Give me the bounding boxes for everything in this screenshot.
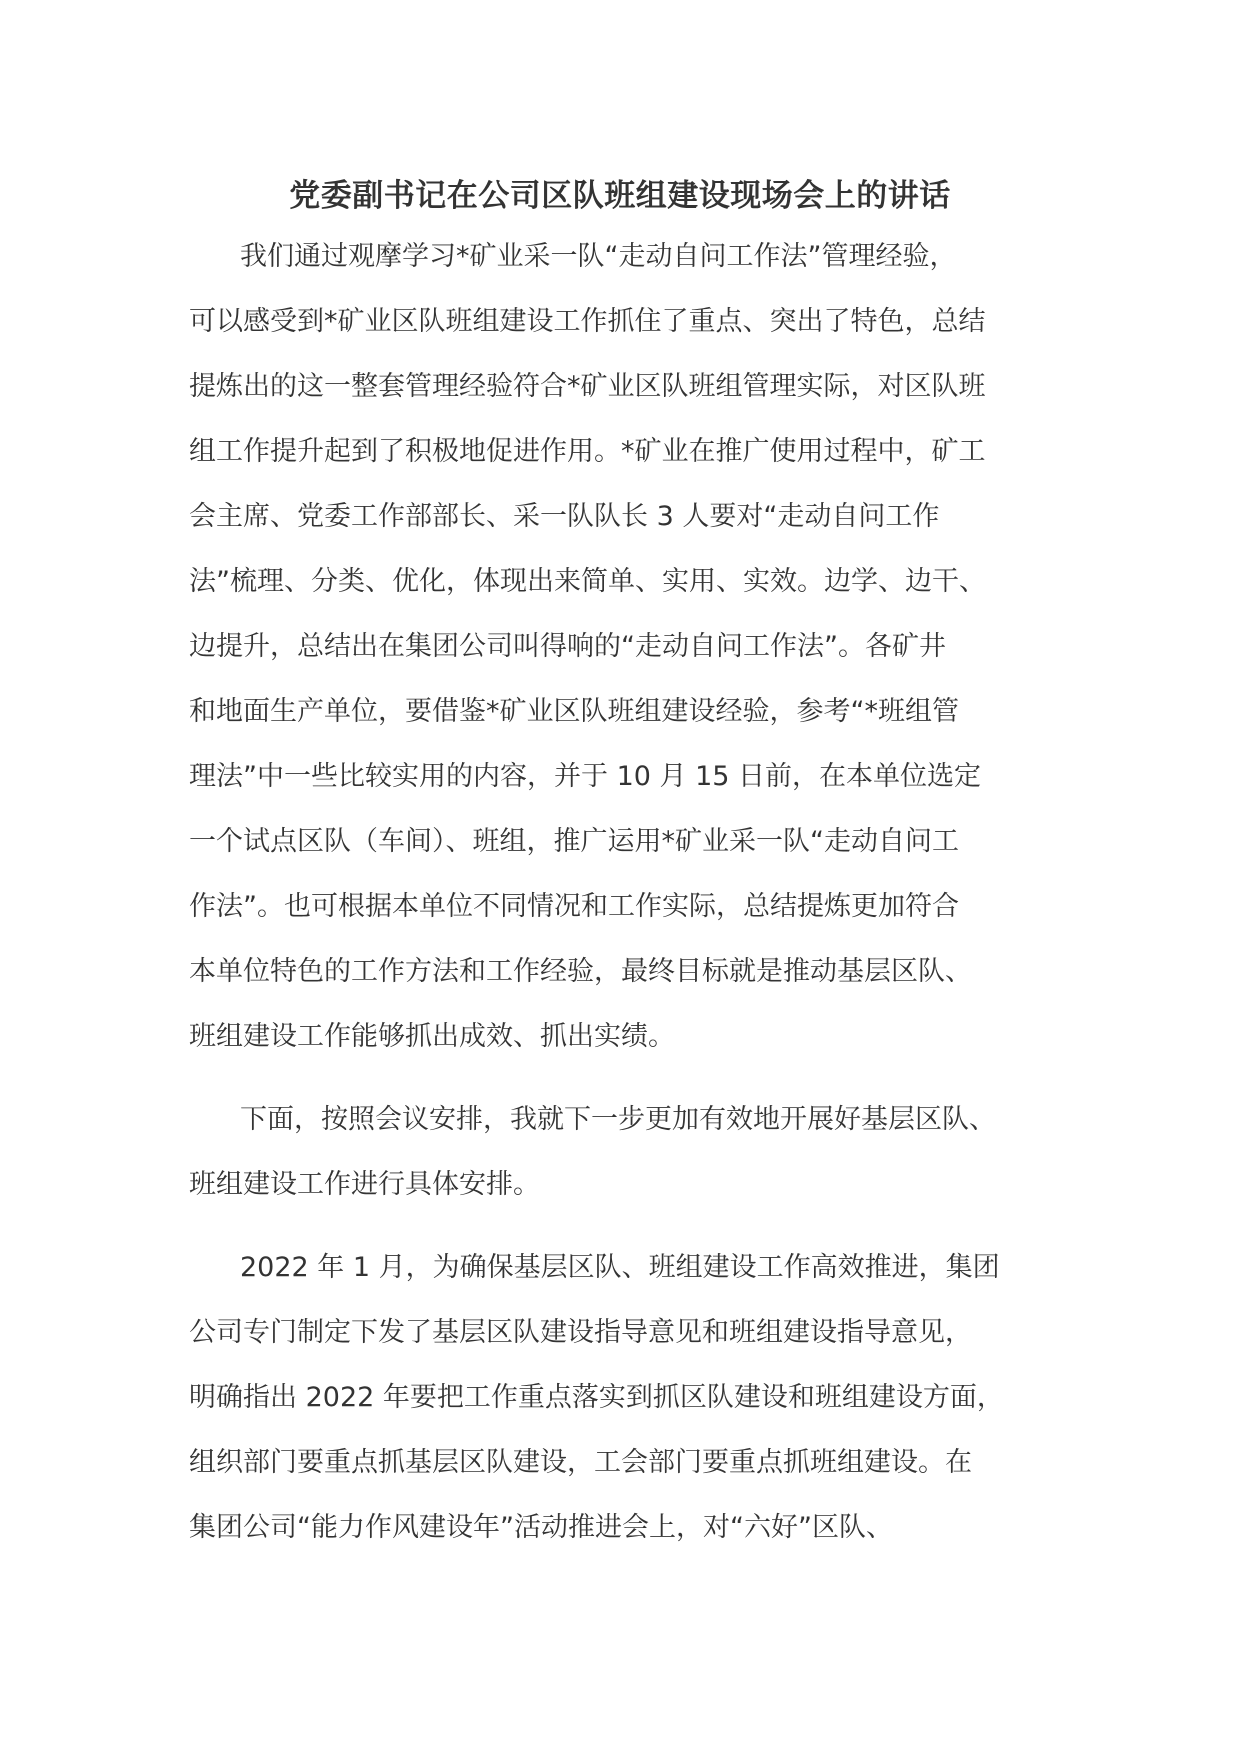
text-line: 作法”。也可根据本单位不同情况和工作实际，总结提炼更加符合 [189,891,959,922]
text-line: 会主席、党委工作部部长、采一队队长 3 人要对“走动自问工作 [189,501,940,532]
text-line: 理法”中一些比较实用的内容，并于 10 月 15 日前，在本单位选定 [189,761,982,792]
text-line: 本单位特色的工作方法和工作经验，最终目标就是推动基层区队、 [189,956,972,987]
text-line: 我们通过观摩学习*矿业采一队“走动自问工作法”管理经验， [240,241,957,272]
text-line: 组工作提升起到了积极地促进作用。*矿业在推广使用过程中，矿工 [189,436,986,467]
text-line: 和地面生产单位，要借鉴*矿业区队班组建设经验，参考“*班组管 [189,696,959,727]
text-line: 班组建设工作进行具体安排。 [189,1169,540,1200]
text-line: 明确指出 2022 年要把工作重点落实到抓区队建设和班组建设方面， [189,1382,1004,1413]
text-line: 公司专门制定下发了基层区队建设指导意见和班组建设指导意见， [189,1317,972,1348]
document-body [189,224,1065,1578]
text-line: 边提升，总结出在集团公司叫得响的“走动自问工作法”。各矿井 [189,631,946,662]
text-line: 组织部门要重点抓基层区队建设，工会部门要重点抓班组建设。在 [189,1447,972,1478]
text-line: 下面，按照会议安排，我就下一步更加有效地开展好基层区队、 [240,1104,996,1135]
paragraph-2 [189,1087,1065,1217]
text-line: 一个试点区队（车间）、班组，推广运用*矿业采一队“走动自问工 [189,826,959,857]
text-line: 提炼出的这一整套管理经验符合*矿业区队班组管理实际，对区队班 [189,371,986,402]
document-title: 党委副书记在公司区队班组建设现场会上的讲话 [289,178,951,214]
text-line: 法”梳理、分类、优化，体现出来简单、实用、实效。边学、边干、 [189,566,986,597]
text-line: 可以感受到*矿业区队班组建设工作抓住了重点、突出了特色，总结 [189,306,986,337]
text-line: 2022 年 1 月，为确保基层区队、班组建设工作高效推进，集团 [240,1252,1000,1283]
text-line: 集团公司“能力作风建设年”活动推进会上，对“六好”区队、 [189,1512,893,1543]
paragraph-1 [189,224,1065,1069]
text-line: 班组建设工作能够抓出成效、抓出实绩。 [189,1021,675,1052]
paragraph-3 [189,1235,1065,1560]
